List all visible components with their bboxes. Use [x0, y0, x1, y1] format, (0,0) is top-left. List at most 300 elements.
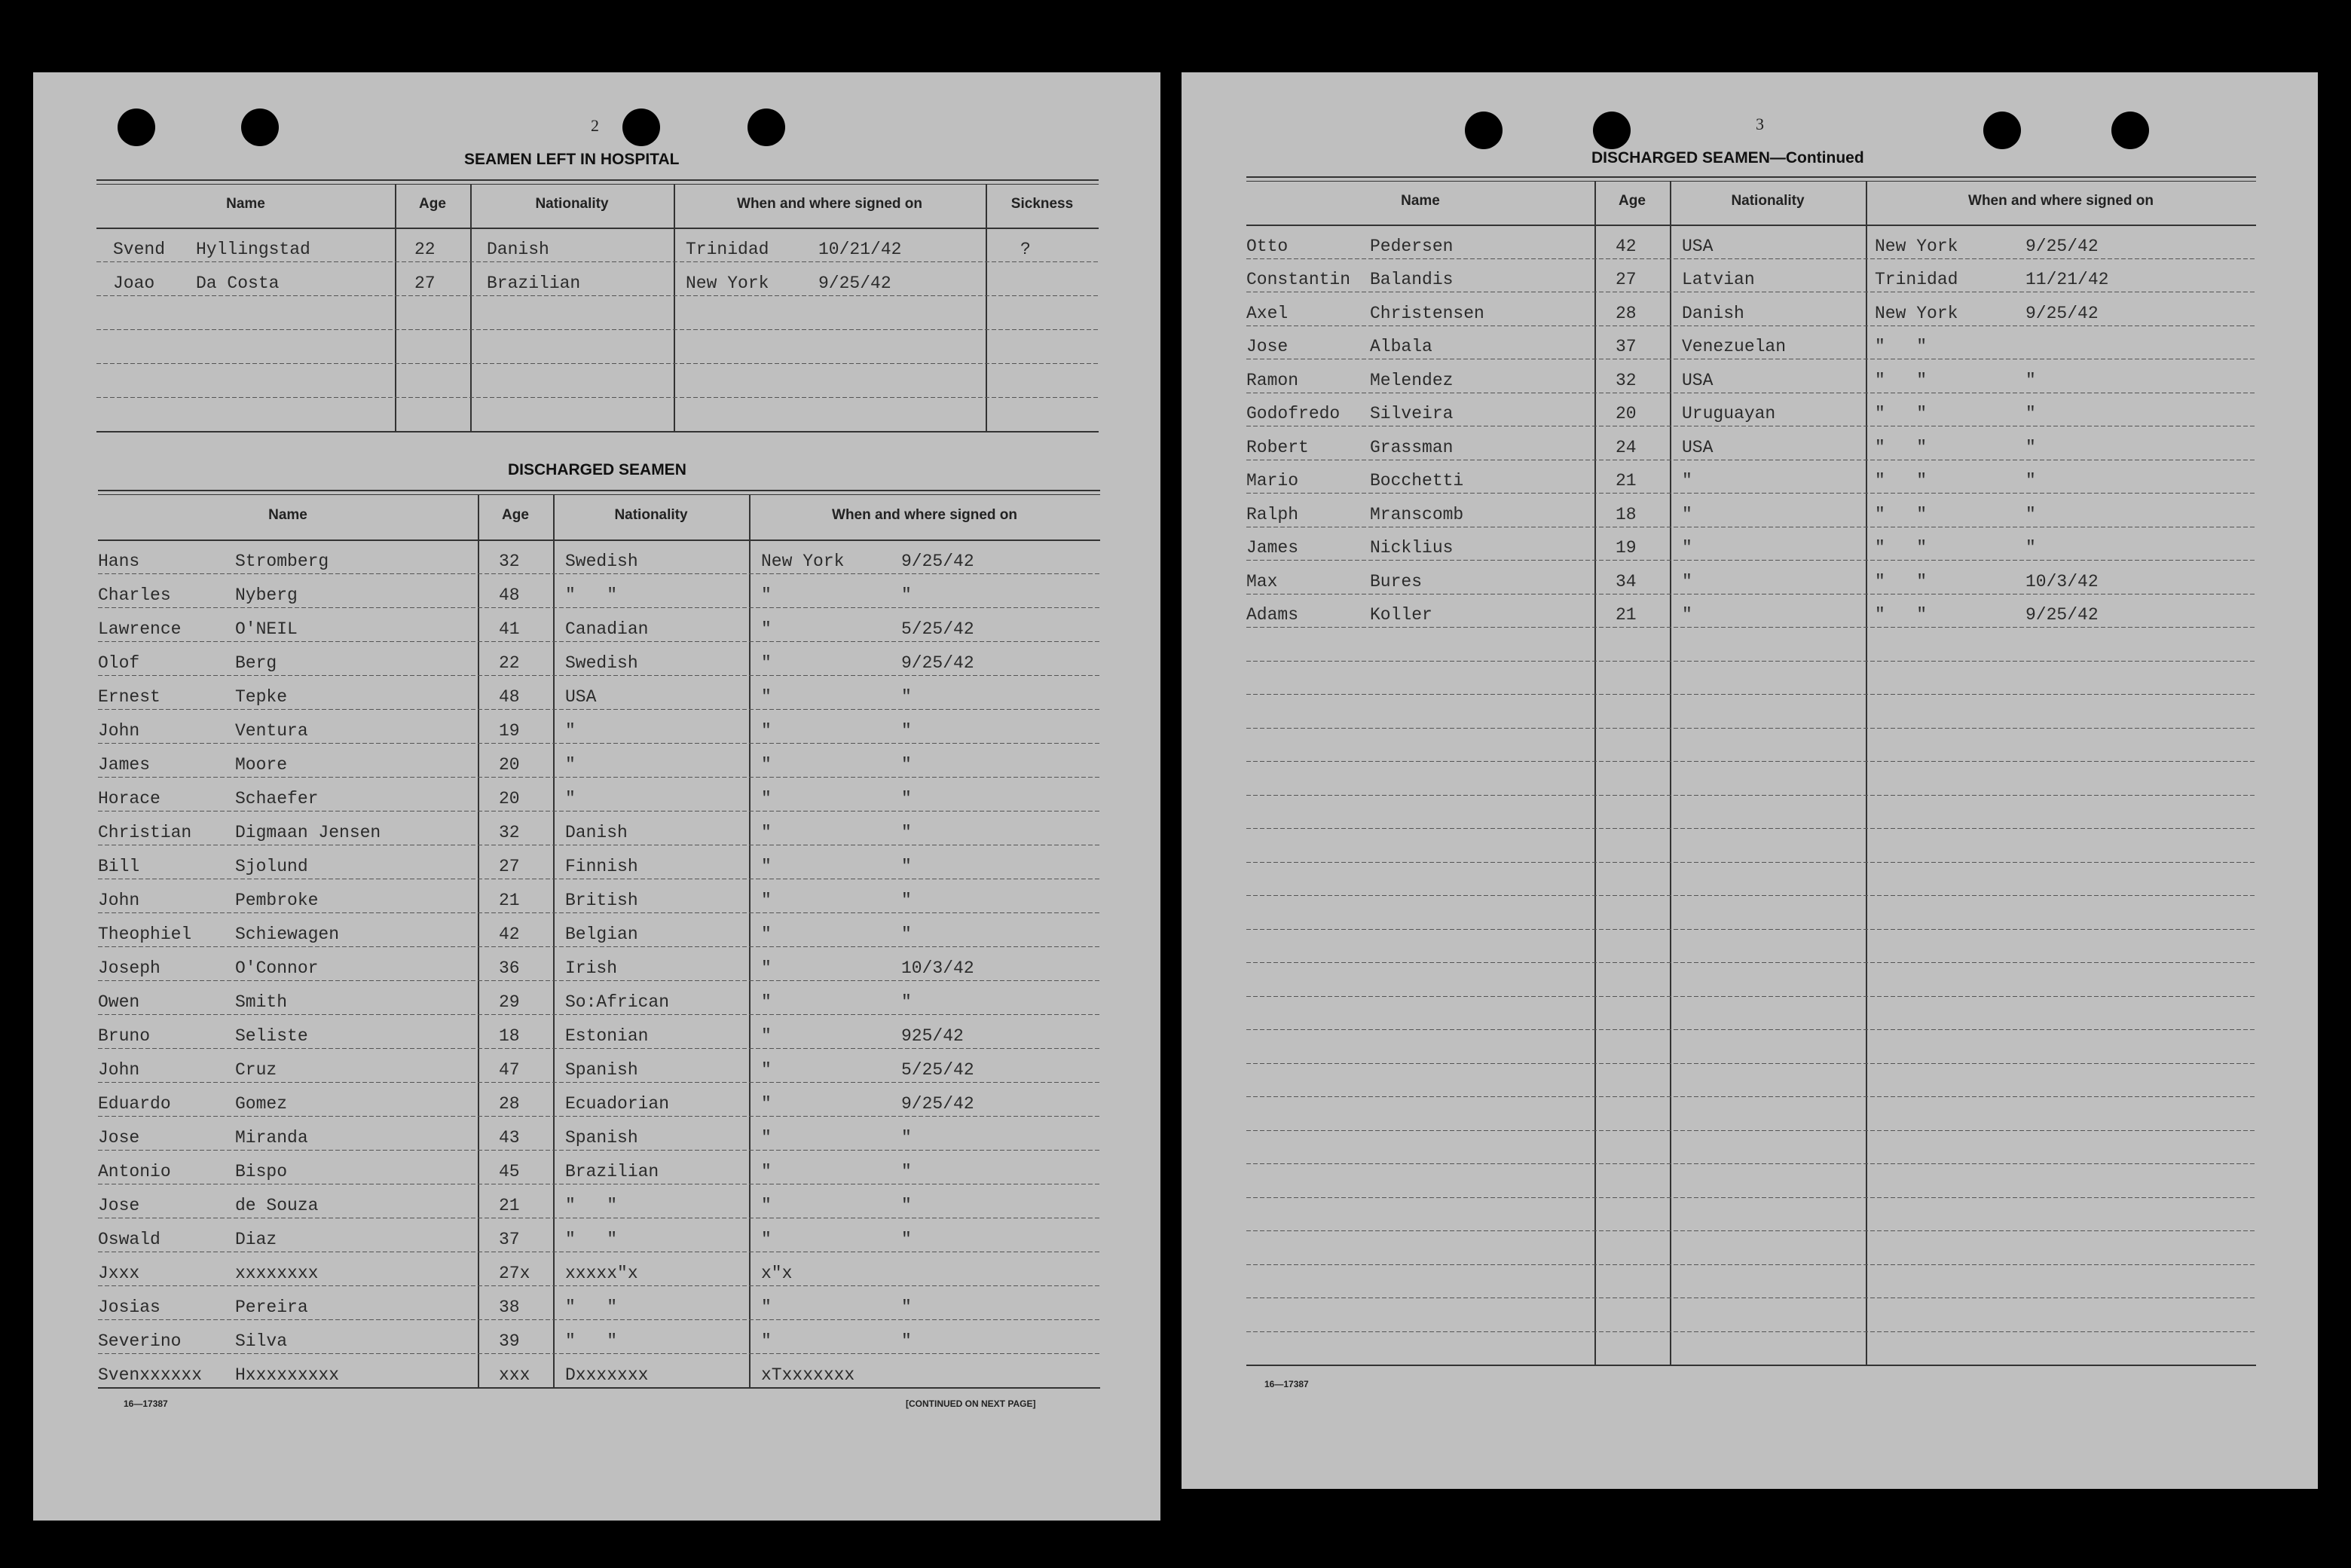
row-rule	[98, 980, 1100, 981]
cell-last: Pereira	[235, 1297, 308, 1317]
column-header: Age	[1619, 193, 1646, 209]
cell-place: " "	[1875, 404, 1928, 423]
row-rule	[1246, 694, 2256, 695]
cell-date: 10/3/42	[2025, 571, 2099, 591]
cell-place: " "	[1875, 504, 1928, 524]
cell-last: Tepke	[235, 687, 288, 707]
cell-first: Ramon	[1246, 370, 1299, 390]
cell-last: Bocchetti	[1370, 471, 1464, 491]
cell-age: 32	[499, 552, 520, 571]
cell-age: 32	[499, 823, 520, 842]
header-bottom-rule	[1246, 225, 2256, 226]
row-rule	[1246, 258, 2256, 259]
cell-nationality: "	[565, 721, 576, 741]
cell-date: "	[901, 925, 912, 944]
row-rule	[1246, 1230, 2256, 1231]
cell-age: 43	[499, 1128, 520, 1148]
punch-hole	[747, 109, 785, 146]
cell-age: 32	[1616, 370, 1637, 390]
cell-last: Bispo	[235, 1162, 288, 1181]
title-continued: —Continued	[1769, 149, 1864, 167]
header-bottom-rule	[96, 228, 1099, 229]
row-rule	[1246, 1331, 2256, 1332]
row-rule	[1246, 1163, 2256, 1164]
row-rule	[1246, 828, 2256, 829]
row-rule	[98, 1285, 1100, 1286]
cell-first: Godofredo	[1246, 404, 1341, 423]
cell-first: Mario	[1246, 471, 1299, 491]
cell-age: 41	[499, 619, 520, 639]
row-rule	[96, 261, 1099, 262]
cell-date: 9/25/42	[2025, 605, 2099, 625]
cell-place: "	[761, 1026, 772, 1046]
cell-place: "	[761, 1196, 772, 1215]
cell-last: Da Costa	[196, 274, 280, 293]
cell-first: John	[98, 721, 140, 741]
cell-age: 36	[499, 958, 520, 978]
column-header: Nationality	[614, 507, 688, 523]
row-rule	[98, 743, 1100, 744]
cell-last: Nicklius	[1370, 538, 1454, 558]
row-rule	[1246, 895, 2256, 896]
row-rule	[1246, 1297, 2256, 1298]
punch-hole	[2111, 112, 2149, 149]
cell-date: "	[901, 1128, 912, 1148]
cell-last: O'NEIL	[235, 619, 298, 639]
cell-date: 9/25/42	[2025, 236, 2099, 256]
cell-age: 37	[499, 1230, 520, 1249]
cell-nationality: USA	[1682, 236, 1714, 256]
cell-date: "	[901, 1230, 912, 1249]
cell-date: "	[901, 585, 912, 605]
cell-age: 48	[499, 585, 520, 605]
cell-nationality: Latvian	[1682, 270, 1755, 289]
cell-place: New York	[1875, 303, 1958, 323]
column-header: Age	[502, 507, 529, 523]
cell-place: " "	[1875, 370, 1928, 390]
cell-first: Constantin	[1246, 270, 1351, 289]
right-page	[1182, 72, 2318, 1489]
cell-place: " "	[1875, 437, 1928, 457]
cell-nationality: Brazilian	[487, 274, 581, 293]
cell-date: "	[2025, 404, 2036, 423]
cell-last: Koller	[1370, 605, 1432, 625]
cell-place: "	[761, 619, 772, 639]
cell-place: "	[761, 755, 772, 775]
cell-place: " "	[1875, 471, 1928, 491]
cell-date: 9/25/42	[818, 274, 891, 293]
cell-first: Christian	[98, 823, 192, 842]
cell-nationality: Swedish	[565, 552, 638, 571]
cell-first: Joao	[113, 274, 155, 293]
cell-age: 20	[1616, 404, 1637, 423]
cell-place: " "	[1875, 337, 1928, 356]
continued-footnote: [CONTINUED ON NEXT PAGE]	[906, 1398, 1036, 1409]
cell-nationality: " "	[565, 1331, 618, 1351]
row-rule	[1246, 962, 2256, 963]
cell-place: "	[761, 653, 772, 673]
cell-place: "	[761, 958, 772, 978]
column-rule	[395, 184, 396, 431]
cell-nationality: USA	[1682, 370, 1714, 390]
discharged-section-title: DISCHARGED SEAMEN	[508, 461, 686, 478]
cell-nationality: USA	[565, 687, 597, 707]
cell-place: New York	[761, 552, 845, 571]
cell-last: Pembroke	[235, 891, 319, 910]
cell-last: Pedersen	[1370, 236, 1454, 256]
cell-last: Berg	[235, 653, 277, 673]
cell-first: Jose	[98, 1128, 140, 1148]
cell-first: Lawrence	[98, 619, 182, 639]
cell-last: Sjolund	[235, 857, 308, 876]
cell-place: "	[761, 992, 772, 1012]
cell-first: Olof	[98, 653, 140, 673]
row-rule	[1246, 560, 2256, 561]
cell-age: 27	[414, 274, 436, 293]
cell-last: Stromberg	[235, 552, 329, 571]
cell-last: de Souza	[235, 1196, 319, 1215]
cell-age: 47	[499, 1060, 520, 1080]
hospital-section-title: SEAMEN LEFT IN HOSPITAL	[464, 151, 680, 168]
cell-last: Gomez	[235, 1094, 288, 1114]
row-rule	[1246, 1096, 2256, 1097]
cell-first: James	[98, 755, 151, 775]
column-header: When and where signed on	[737, 196, 922, 212]
column-header: Name	[1401, 193, 1440, 209]
cell-nationality: " "	[565, 1230, 618, 1249]
cell-place: " "	[1875, 571, 1928, 591]
cell-last: Silveira	[1370, 404, 1454, 423]
cell-place: "	[761, 1297, 772, 1317]
page-number: 3	[1756, 115, 1764, 133]
cell-age: 27	[1616, 270, 1637, 289]
cell-first: John	[98, 891, 140, 910]
cell-age: 37	[1616, 337, 1637, 356]
cell-nationality: USA	[1682, 437, 1714, 457]
row-rule	[98, 1150, 1100, 1151]
cell-place: "	[761, 1162, 772, 1181]
row-rule	[98, 1014, 1100, 1015]
cell-age: 29	[499, 992, 520, 1012]
title-main: DISCHARGED SEAMEN	[1591, 149, 1770, 167]
column-header: When and where signed on	[1968, 193, 2154, 209]
cell-place: New York	[686, 274, 769, 293]
cell-age: 19	[499, 721, 520, 741]
cell-last: Nyberg	[235, 585, 298, 605]
table-top-rule-inner	[1246, 181, 2256, 182]
cell-date: "	[901, 721, 912, 741]
punch-hole	[1983, 112, 2021, 149]
cell-date: "	[901, 1297, 912, 1317]
cell-first: Jxxx	[98, 1264, 140, 1283]
cell-date: "	[2025, 471, 2036, 491]
cell-age: 27	[499, 857, 520, 876]
cell-date: 9/25/42	[901, 653, 974, 673]
cell-place: "	[761, 789, 772, 808]
cell-last: Schiewagen	[235, 925, 340, 944]
cell-nationality: Irish	[565, 958, 618, 978]
cell-nationality: Finnish	[565, 857, 638, 876]
cell-first: Robert	[1246, 437, 1309, 457]
column-header: Nationality	[1731, 193, 1805, 209]
discharged-table	[98, 490, 1100, 1394]
cell-age: 28	[1616, 303, 1637, 323]
cell-first: James	[1246, 538, 1299, 558]
cell-last: Silva	[235, 1331, 288, 1351]
cell-age: 18	[1616, 504, 1637, 524]
table-top-rule-inner	[96, 184, 1099, 185]
cell-nationality: "	[565, 755, 576, 775]
form-number: 16—17387	[1264, 1379, 1309, 1389]
cell-place: New York	[1875, 236, 1958, 256]
cell-nationality: Belgian	[565, 925, 638, 944]
column-rule	[470, 184, 472, 431]
cell-age: 48	[499, 687, 520, 707]
cell-first: Ernest	[98, 687, 161, 707]
cell-age: 18	[499, 1026, 520, 1046]
row-rule	[96, 295, 1099, 296]
cell-first: Antonio	[98, 1162, 171, 1181]
cell-place: "	[761, 1060, 772, 1080]
cell-nationality: Canadian	[565, 619, 649, 639]
row-rule	[1246, 493, 2256, 494]
cell-date: "	[901, 1162, 912, 1181]
table-top-rule	[1246, 176, 2256, 178]
cell-date: "	[901, 1196, 912, 1215]
row-rule	[1246, 929, 2256, 930]
column-header: Nationality	[535, 196, 609, 212]
cell-last: Ventura	[235, 721, 308, 741]
cell-age: 19	[1616, 538, 1637, 558]
row-rule	[1246, 627, 2256, 628]
cell-nationality: Swedish	[565, 653, 638, 673]
cell-nationality: "	[1682, 538, 1692, 558]
table-bottom-rule	[98, 1387, 1100, 1389]
cell-age: 27x	[499, 1264, 530, 1283]
cell-nationality: Venezuelan	[1682, 337, 1787, 356]
column-header: Name	[226, 196, 265, 212]
column-rule	[986, 184, 987, 431]
cell-age: 34	[1616, 571, 1637, 591]
cell-date: "	[2025, 538, 2036, 558]
cell-age: 42	[499, 925, 520, 944]
cell-age: 20	[499, 789, 520, 808]
cell-date: 9/25/42	[901, 552, 974, 571]
cell-nationality: xxxxx"x	[565, 1264, 638, 1283]
cell-last: Melendez	[1370, 370, 1454, 390]
cell-place: " "	[1875, 538, 1928, 558]
row-rule	[1246, 1029, 2256, 1030]
cell-age: 22	[499, 653, 520, 673]
cell-last: Diaz	[235, 1230, 277, 1249]
table-bottom-rule	[96, 431, 1099, 432]
cell-nationality: Danish	[487, 240, 549, 259]
cell-last: Digmaan Jensen	[235, 823, 381, 842]
column-rule	[553, 494, 555, 1387]
cell-last: Miranda	[235, 1128, 308, 1148]
cell-last: xxxxxxxx	[235, 1264, 319, 1283]
cell-first: Adams	[1246, 605, 1299, 625]
cell-age: 38	[499, 1297, 520, 1317]
row-rule	[98, 1319, 1100, 1320]
cell-nationality: Uruguayan	[1682, 404, 1776, 423]
discharged-continued-table	[1246, 176, 2256, 1374]
cell-first: Svenxxxxxx	[98, 1365, 203, 1385]
cell-date: 11/21/42	[2025, 270, 2109, 289]
cell-place: "	[761, 687, 772, 707]
cell-nationality: Estonian	[565, 1026, 649, 1046]
cell-last: Grassman	[1370, 437, 1454, 457]
row-rule	[98, 607, 1100, 608]
cell-place: "	[761, 857, 772, 876]
cell-age: 39	[499, 1331, 520, 1351]
cell-place: x"x	[761, 1264, 793, 1283]
cell-first: Jose	[1246, 337, 1289, 356]
cell-nationality: Dxxxxxxx	[565, 1365, 649, 1385]
cell-date: "	[901, 992, 912, 1012]
column-header: When and where signed on	[832, 507, 1017, 523]
cell-place: "	[761, 823, 772, 842]
row-rule	[98, 777, 1100, 778]
row-rule	[96, 397, 1099, 398]
cell-date: "	[2025, 504, 2036, 524]
row-rule	[1246, 795, 2256, 796]
row-rule	[98, 709, 1100, 710]
cell-first: Joseph	[98, 958, 161, 978]
cell-age: 28	[499, 1094, 520, 1114]
cell-date: "	[901, 1331, 912, 1351]
cell-last: Christensen	[1370, 303, 1484, 323]
cell-date: 5/25/42	[901, 619, 974, 639]
cell-date: 10/3/42	[901, 958, 974, 978]
cell-nationality: Spanish	[565, 1060, 638, 1080]
left-page	[33, 72, 1160, 1521]
cell-place: " "	[1875, 605, 1928, 625]
page-number: 2	[591, 116, 599, 135]
cell-first: John	[98, 1060, 140, 1080]
row-rule	[1246, 1063, 2256, 1064]
row-rule	[1246, 1197, 2256, 1198]
cell-place: Trinidad	[686, 240, 769, 259]
cell-last: Albala	[1370, 337, 1432, 356]
cell-age: 21	[499, 1196, 520, 1215]
cell-last: Hyllingstad	[196, 240, 310, 259]
row-rule	[98, 1116, 1100, 1117]
row-rule	[1246, 996, 2256, 997]
table-top-rule	[98, 490, 1100, 491]
cell-last: Smith	[235, 992, 288, 1012]
row-rule	[98, 1353, 1100, 1354]
column-rule	[478, 494, 479, 1387]
cell-date: 9/25/42	[2025, 303, 2099, 323]
cell-nationality: British	[565, 891, 638, 910]
cell-nationality: So:African	[565, 992, 670, 1012]
column-header: Sickness	[1010, 196, 1074, 212]
punch-hole	[622, 109, 660, 146]
cell-place: Trinidad	[1875, 270, 1958, 289]
cell-age: 45	[499, 1162, 520, 1181]
cell-first: Svend	[113, 240, 166, 259]
cell-last: O'Connor	[235, 958, 319, 978]
cell-date: "	[2025, 370, 2036, 390]
row-rule	[98, 675, 1100, 676]
cell-first: Bill	[98, 857, 140, 876]
cell-place: "	[761, 1128, 772, 1148]
cell-date: "	[901, 891, 912, 910]
cell-nationality: "	[565, 789, 576, 808]
cell-last: Hxxxxxxxxx	[235, 1365, 340, 1385]
cell-nationality: "	[1682, 504, 1692, 524]
cell-first: Max	[1246, 571, 1278, 591]
cell-last: Balandis	[1370, 270, 1454, 289]
cell-last: Bures	[1370, 571, 1423, 591]
row-rule	[98, 946, 1100, 947]
column-header: Age	[419, 196, 446, 212]
cell-first: Ralph	[1246, 504, 1299, 524]
row-rule	[96, 363, 1099, 364]
cell-nationality: Brazilian	[565, 1162, 659, 1181]
cell-place: "	[761, 1094, 772, 1114]
table-top-rule	[96, 179, 1099, 181]
cell-nationality: Spanish	[565, 1128, 638, 1148]
row-rule	[98, 811, 1100, 812]
header-bottom-rule	[98, 539, 1100, 541]
column-rule	[749, 494, 751, 1387]
discharged-continued-title	[1591, 149, 1864, 167]
cell-first: Otto	[1246, 236, 1289, 256]
cell-nationality: Danish	[565, 823, 628, 842]
cell-first: Severino	[98, 1331, 182, 1351]
cell-age: 21	[499, 891, 520, 910]
cell-first: Theophiel	[98, 925, 192, 944]
cell-nationality: " "	[565, 1297, 618, 1317]
cell-place: xTxxxxxxx	[761, 1365, 855, 1385]
punch-hole	[118, 109, 155, 146]
row-rule	[98, 1082, 1100, 1083]
cell-age: 24	[1616, 437, 1637, 457]
cell-date: "	[901, 857, 912, 876]
cell-place: "	[761, 585, 772, 605]
cell-date: 925/42	[901, 1026, 964, 1046]
cell-first: Axel	[1246, 303, 1289, 323]
row-rule	[1246, 761, 2256, 762]
cell-date: "	[901, 687, 912, 707]
cell-place: "	[761, 925, 772, 944]
row-rule	[1246, 1264, 2256, 1265]
row-rule	[98, 1048, 1100, 1049]
cell-first: Bruno	[98, 1026, 151, 1046]
cell-last: Moore	[235, 755, 288, 775]
cell-age: xxx	[499, 1365, 530, 1385]
cell-last: Seliste	[235, 1026, 308, 1046]
row-rule	[98, 912, 1100, 913]
cell-date: 10/21/42	[818, 240, 902, 259]
row-rule	[1246, 1130, 2256, 1131]
cell-date: 9/25/42	[901, 1094, 974, 1114]
punch-hole	[1465, 112, 1503, 149]
cell-place: "	[761, 891, 772, 910]
row-rule	[98, 641, 1100, 642]
cell-place: "	[761, 721, 772, 741]
cell-date: "	[901, 755, 912, 775]
punch-hole	[241, 109, 279, 146]
cell-date: "	[2025, 437, 2036, 457]
column-header: Name	[268, 507, 307, 523]
column-rule	[674, 184, 675, 431]
cell-date: "	[901, 789, 912, 808]
cell-nationality: "	[1682, 471, 1692, 491]
cell-nationality: " "	[565, 1196, 618, 1215]
